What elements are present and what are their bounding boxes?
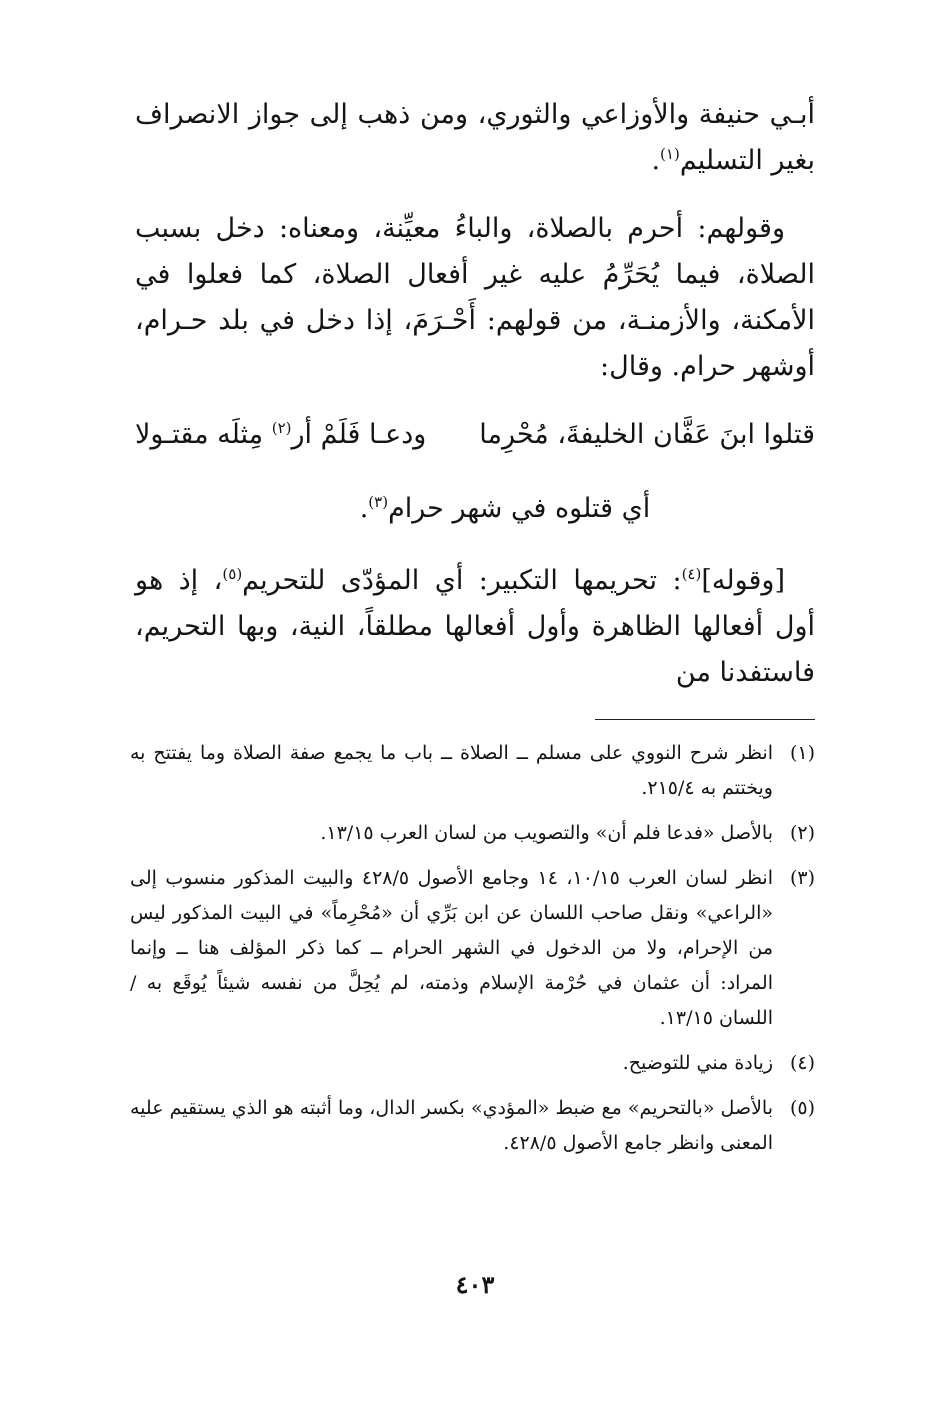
footnote-text: بالأصل «فدعا فلم أن» والتصويب من لسان العرب ١٣/١٥. <box>320 822 773 844</box>
footnote-ref-4[interactable]: (٤) <box>681 565 702 583</box>
paragraph-1: أبـي حنيفة والأوزاعي والثوري، ومن ذهب إلى جواز الانصراف بغير التسليم$^{(١)}$. <box>135 99 815 176</box>
main-text <box>135 92 815 718</box>
footnote-number: (٢) <box>789 822 815 844</box>
verse-explanation: أي قتلوه في شهر حرام$^{(٣)}$. <box>359 493 651 524</box>
footnote-number: (٥) <box>789 1097 815 1119</box>
page-number: ٤٠٣ <box>455 1270 495 1299</box>
footnote-text: انظر شرح النووي على مسلم ــ الصلاة ــ باب ما يجمع صفة الصلاة وما يفتتح به ويختتم به ٢١٥/٤. <box>130 742 773 799</box>
footnote-ref-1[interactable]: (١) <box>660 145 680 163</box>
footnote-text: زيادة مني للتوضيح. <box>622 1052 773 1074</box>
footnote-4 <box>130 1046 815 1081</box>
footnote-2 <box>130 816 815 851</box>
verse-second-hemistich: ودعـا فَلَمْ أر$^{(٢)}$ مِثلَه مقتـولا <box>135 419 427 450</box>
paragraph-3: [وقوله]$^{(٤)}$: تحريمها التكبير: أي المؤدّى للتحريم$^{(٥)}$، إذ هو أول أفعالها الظاهرة وأول أفعالها مطلقاً، النية، وبها التحريم، فاستفدنا من <box>135 565 815 688</box>
footnote-ref-3[interactable]: (٣) <box>368 493 389 511</box>
footnote-5 <box>130 1091 815 1161</box>
footnote-text: بالأصل «بالتحريم» مع ضبط «المؤدي» بكسر الدال، وما أثبته هو الذي يستقيم عليه المعنى وانظر جامع الأصول ٤٢٨/٥. <box>130 1097 773 1154</box>
paragraph-2: وقولهم: أحرم بالصلاة، والباءُ معيِّنة، ومعناه: دخل بسبب الصلاة، فيما يُحَرِّمُ عليه غير أفعال الصلاة، كما فعلوا في الأمكنة، والأزمنـة، من قولهم: أَحْـرَمَ، إذا دخل في بلد حـرام، أوشهر حرام. وقال: <box>135 213 815 382</box>
footnote-text: انظر لسان العرب ١٠/١٥، ١٤ وجامع الأصول ٤٢٨/٥ والبيت المذكور منسوب إلى «الراعي» ونقل صاحب اللسان عن ابن بَرِّي أن «مُحْرِماً» في البيت المذكور ليس من الإحرام، ولا من الدخول في الشهر الحرام ــ كما ذكر المؤلف هنا ــ وإنما المراد: أن عثمان في حُرْمة الإسلام وذمته، لم يُحِلَّ من نفسه شيئاً يُوقَع به / اللسان ١٣/١٥. <box>130 867 773 1029</box>
footnote-3 <box>130 861 815 1036</box>
footnote-1 <box>130 736 815 806</box>
footnote-separator <box>595 719 815 720</box>
footnote-number: (٣) <box>789 867 815 889</box>
footnote-number: (٤) <box>789 1052 815 1074</box>
footnote-number: (١) <box>789 742 815 764</box>
poetry-verse <box>135 412 815 458</box>
verse-first-hemistich: قتلوا ابنَ عَفَّان الخليفةَ، مُحْرِما <box>479 419 815 450</box>
footnotes <box>130 736 815 1171</box>
footnote-ref-5[interactable]: (٥) <box>222 565 243 583</box>
footnote-ref-2[interactable]: (٢) <box>271 419 292 437</box>
